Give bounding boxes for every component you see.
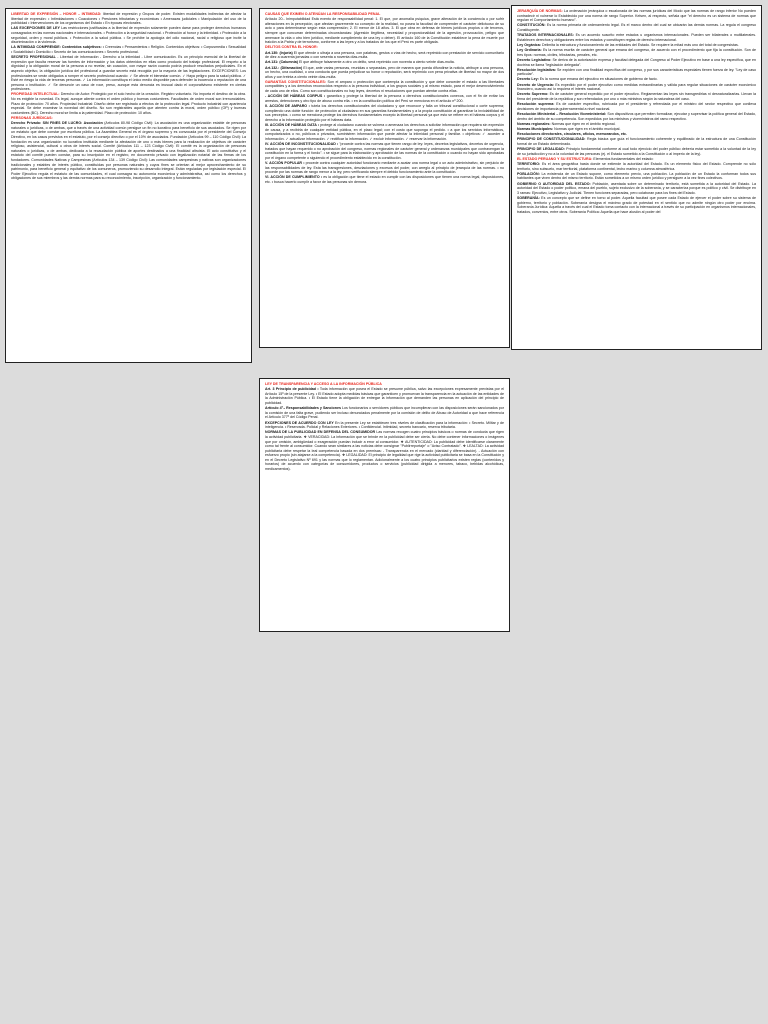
paragraph-text: Delimita la estructura y funcionamiento de las entidades del Estado. Se requiere la mitad más uno del total de congresistas.	[541, 42, 739, 47]
paragraph-text: Es el área geográfica hasta donde se extiende la autoridad del Estado. Es un elemento físico del Estado. Comprende no sólo territorio, sino subsuelo, mar territorial, plataforma continental, lecho marino y columna atmosférica.	[517, 162, 756, 171]
paragraph-text: Es la norma primaria de ordenamiento legal. Es el marco dentro del cual se ubicarán las demás normas. La regula el congreso Constituyente.	[517, 23, 757, 32]
paragraph	[517, 132, 756, 137]
paragraph-text: El que atribuye falsamente a otro un delito, será reprimido con noventa a ciento veinte días-multa.	[298, 60, 455, 65]
paragraph	[265, 17, 504, 45]
paragraph	[517, 33, 756, 42]
paragraph-heading: Normas regionales:	[517, 121, 551, 126]
paragraph-heading: Decreto Ley:	[517, 77, 539, 82]
paragraph-text: Es un acuerdo suscrito entre estados u organismos internacionales. Pueden ser bilaterales o multilaterales. Establecen derechos y obligaciones entre los estados y constituyen reglas de derecho internacional.	[517, 33, 757, 42]
paragraph-heading: LA INTIMIDAD COMPRENDE: Contenidos subjetivos:	[11, 45, 102, 50]
paragraph	[517, 23, 756, 32]
paragraph	[517, 196, 756, 214]
paragraph	[517, 172, 756, 181]
paragraph-text: Es la norma que emana del ejecutivo en situaciones de gobierno de facto.	[539, 77, 658, 82]
paragraph-text: Son el amparo o protección que contempla la constitución y que debe conceder el estado a las libertades compatibles y a los derechos reconocidos respecto a la persona individual, a los grupos sociales y al mismo estado, para el mejor desenvolvimiento de cada uno de ellos. Como son constitucionales no hay leyes, decretos ni resoluciones que puedan atentar contra ellas.	[265, 79, 504, 94]
paragraph-heading: Decreto Supremo:	[517, 92, 549, 97]
paragraph	[265, 175, 504, 184]
paragraph-heading: TRATADOS INTERNACIONALES:	[517, 33, 574, 38]
paragraph	[517, 182, 756, 196]
paragraph-heading: II. ACCIÓN DE AMPARO	[265, 104, 308, 109]
paragraph-heading: EXCEPCIONES DE ACUERDO CON LEY	[265, 420, 334, 425]
paragraph-heading: Ley Ordinaria:	[517, 48, 542, 53]
paragraph-text: Normas que rigen en el ámbito municipal.	[554, 126, 621, 131]
notes-column-4	[511, 5, 762, 350]
paragraph	[265, 161, 504, 175]
paragraph-text: Se expiden con una finalidad específica del congreso, y por sus características especiales tienen fuerza de ley. "Ley de caso particular".	[517, 67, 756, 77]
paragraph-heading: CONSTITUCIÓN:	[517, 23, 546, 28]
paragraph-text: (Artículos 80-98 Código Civil): La asociación es una organización estable de personas naturales o jurídicas, o de ambas, que a través de una actividad común persigue un fin no lucrativo para beneficio de sus asociados. Se rigen por un estatuto que debe constar por escritura pública. La Asamblea General es el órgano supremo y es convocada por el presidente del Consejo Directivo, en los casos previstos en el estatuto, por el consejo directivo o por el 10% de asociados. Fundación (Artículos 99 – 110 Código Civil): La fundación es una organización no lucrativa instituida mediante la afectación de uno o más bienes para la realización de objetivos de carácter religioso, asistencial, cultural u otros de interés social. Comité (Artículos 111 – 123 Código Civil): El comité es la organización de personas naturales o jurídicas, o de ambas, dedicada a la recaudación pública de aportes destinados a una finalidad altruista. El acto constitutivo y el estatuto del comité pueden constar, para su inscripción en el registro, en documento privado con legalización notarial de las firmas de los fundadores. Comunidades Nativas y Campesinas (Artículos 134 – 139 Código Civil): Las comunidades campesinas y nativas son organizaciones tradicionales y estables de interés público, constituidas por personas naturales y cuyos fines se orientan al mejor aprovechamiento de su patrimonio, para beneficio general y equitativo de los comuneros, promoviendo su desarrollo integral. Están reguladas por legislación especial. El Poder Ejecutivo regula el estatuto de las comunidades, el cual consagra su autonomía económica y administrativa, así como los derechos y obligaciones de sus miembros y las demás normas para su reconocimiento, inscripción, organización y funcionamiento.	[11, 121, 247, 181]
paragraph-heading: NORMAS DE LA PUBLICIDAD EN DEFENSA DEL CONSUMIDOR	[265, 430, 376, 435]
paragraph	[265, 382, 504, 387]
paragraph	[265, 104, 504, 122]
paragraph-heading: LIBERTAD DE EXPRESIÓN – HONOR – INTIMIDAD:	[11, 12, 102, 16]
paragraph-text: • protege al ciudadano cuando se vulnera o amenaza los derechos a solicitar información que requiera sin expresión de causa, y a recibirla de cualquier entidad pública, en el plazo legal; con el costo que suponga el pedido. • a que los servicios informáticos, computarizados o no, públicos o privados, suministren información que puede afectar la intimidad personal y familiar. • objetivos: ✓ acceder a información. ✓ actualizar información. ✓ rectificar la información. ✓ excluir información. ✓ reservar la información.	[265, 123, 504, 141]
paragraph	[517, 68, 756, 77]
paragraph-heading: CAUSAS QUE EXIMEN O ATENÚAN LA RESPONSABILIDAD PENAL	[265, 12, 381, 16]
notes-column-2	[259, 8, 510, 348]
paragraph-text: Es la norma escrita de carácter general que emana del congreso, de acuerdo con el procedimiento que fija la constitución. Son de tres tipos: normas, civiles, tributarias, penales, etc.	[517, 48, 756, 57]
paragraph-text: Son dispositivos que permiten formalizar, ejecutar y supervisar la política general del Estado, dentro del ámbito de su competencia. Son expedidos por los ministros y viceministros del ramo respectivo.	[517, 112, 756, 121]
paragraph-text: • Creencias • Pensamientos • Religión. Contenidos objetivos: • Corpusmedia • Sexualidad • Sociabilidad • Domicilio • Secreto de las comunicaciones • Secreto profesional.	[11, 45, 246, 54]
paragraph-heading: IV. ACCIÓN DE INCONSTITUCIONALIDAD	[265, 141, 336, 146]
paragraph	[11, 116, 246, 121]
paragraph	[517, 48, 756, 57]
paragraph-heading: PRINCIPIO DE CONSTITUCIONALIDAD:	[517, 137, 586, 142]
paragraph-heading: Art.130: (Injuria)	[265, 50, 293, 55]
paragraph	[265, 421, 504, 430]
paragraph-heading: JERARQUÍA DE NORMAS:	[517, 9, 563, 13]
paragraph-text: Es un concepto que se define en torno al poder. Aquella facultad que posee cada Estado de ejercer el poder sobre su sistema de gobierno, territorio y población. Soberanía designa el máximo grado de potestad en el sentido que no admite ningún otro poder por encima. Soberanía Jurídica: Aquella a través del cual el Estado toma contacto con la internacional a través de su participación en organismos internacionales, tratados, convenios, entre otros. Soberanía Política: Aquella que hace alusión al poder del	[517, 196, 756, 214]
paragraph	[517, 83, 756, 92]
paragraph-heading: TERRITORIO:	[517, 162, 541, 167]
paragraph-heading: PRINCIPIO DE LEGALIDAD:	[517, 147, 565, 152]
paragraph	[517, 147, 756, 156]
paragraph-text: En la presente Ley se establecen tres niveles de clasificación para la información: • Secreto. Militar y de inteligencia. • Reservada. Policial y Relaciones Exteriores. • Confidencial. Intimidad, secreto bancario, reserva tributaria.	[265, 420, 504, 430]
paragraph	[517, 137, 756, 146]
paragraph-heading: SOBERANÍA:	[517, 196, 540, 201]
paragraph-text: Derecho de Autor: Protegido por el solo hecho de la creación. Registro voluntario. No importa el destino de la obra. No es exigible la novedad. Es legal, aunque aliente contra el orden público y buenas costumbres. Facultades de orden moral son irrenunciables. Plazo de protección: 70 años. Propiedad Industrial: Diseño debe ser registrado a efectos de la protección legal. Producto industrial con apariencia especial. Se debe examinar la novedad del diseño. No son registrables aquella que atenten contra la moral, orden público (OP) y buenas costumbres (BC). Derecho moral se limita a la paternidad. Plazo de protección: 10 años.	[11, 92, 247, 115]
paragraph-text: libertad de expresión y Grupos de poder. Existen modalidades indirectas de afectar la libertad de expresión: • Intimidaciones • Coacciones • Presiones tributarias y económicas • Amenazas judiciales • Manipulación del uso de la publicidad • Intervenciones de los organismos del Estado • En épocas electorales.	[11, 12, 247, 26]
paragraph-heading: GOBIERNO O AUTORIDAD DEL ESTADO:	[517, 181, 591, 186]
paragraph	[517, 77, 756, 82]
paragraph	[265, 66, 504, 80]
paragraph	[265, 142, 504, 160]
paragraph-text: • garantiza y protege la libertad de la persona o derechos constitucionales conexos, con el fin de evitar los arrestos, detenciones y otro tipo de abuso contra ella. • en la constitución política del Perú se menciona en el artículo nº 200.	[265, 94, 504, 103]
paragraph	[265, 123, 504, 141]
paragraph-heading: Derecho Privado: SIN FINES DE LUCRO: Asociación	[11, 121, 103, 126]
paragraph	[265, 430, 504, 471]
paragraph-heading: GARANTÍAS CONSTITUCIONALES:	[265, 79, 327, 84]
paragraph	[517, 122, 756, 127]
paragraph-heading: Decreto de Urgencia:	[517, 82, 554, 87]
paragraph-text: La existencia de un Estado supone, como elemento previo, una población. La población de un Estado la conforman todos sus habitantes que viven dentro del mismo territorio. Están sometidos a un mismo orden jurídico y persiguen a la vez fines colectivos.	[517, 171, 757, 181]
paragraph	[265, 387, 504, 405]
paragraph	[265, 80, 504, 94]
paragraph-text: - Libertad de información - Derecho a la intimidad - Libre comunicación. Es un principio esencial de la libertad de expresión que faculta reservar las fuentes de información y los datos obtenidos en ellas como producto del trabajo profesional. El respeto a la dignidad y la obligación moral de la persona a no revelar, sin coacción, con mayor razón cuando podría producir resultados perjudiciales. En el aspecto objetivo, la obligación jurídica del profesional a guardar secreto está recogida por la mayoría de las legislaciones. EXCEPCIONES: Los profesionales se verán obligados a romper el secreto profesional cuando: ✓ Se afecte el bienestar común. ✓ Haya peligro para la salud pública. ✓ Esté en riesgo la vida de terceras personas. ✓ La información constituya el único medio disponible para defender la inocencia o reputación de una persona o institución. ✓ Se denuncie un caso de roce, preso, aunque esta denuncia es inusual dado el corporativismo existente en ciertas profesiones.	[11, 55, 247, 92]
paragraph-text: Elementos fundamentales del estado:	[593, 156, 654, 161]
paragraph	[265, 60, 504, 65]
paragraph-heading: Artículo 4º.- Responsabilidades y Sanciones	[265, 406, 341, 411]
paragraph-heading: Decreto Legislativo:	[517, 57, 552, 62]
paragraph	[265, 94, 504, 103]
paragraph	[517, 43, 756, 48]
paragraph	[265, 406, 504, 420]
paragraph	[517, 9, 756, 23]
paragraph-heading: Resoluciones directorales, circulares, oficios, memorandos, etc.	[517, 132, 628, 137]
paragraph-heading: EL ESTADO PERUANO Y SU ESTRUCTURA:	[517, 156, 593, 161]
paragraph-heading: Art. 3 Principio de publicidad	[265, 387, 316, 392]
paragraph	[11, 45, 246, 54]
paragraph-heading: LEY DE TRANSPARENCIA Y ACCESO A LA INFORMACIÓN PÚBLICA	[265, 382, 382, 386]
paragraph	[265, 45, 504, 50]
paragraph-heading: VI. ACCIÓN DE CUMPLIMIENTO	[265, 175, 320, 180]
paragraph	[517, 112, 756, 121]
paragraph-heading: Resolución legislativa:	[517, 67, 556, 72]
paragraph-text: Normas que rigen en el ámbito regional.	[551, 121, 616, 126]
paragraph	[517, 162, 756, 171]
paragraph-text: Es de carácter específico, rubricada por el presidente y refrendada por el ministro del sector respectivo que conlleva decisiones de importancia gubernamental a nivel nacional.	[517, 102, 757, 111]
paragraph-text: Las restricciones justificadas a la libertad de expresión solamente pueden darse para proteger derechos humanos consagrados en las normas nacionales e internacionales. • Protección a la seguridad nacional. • Protección al honor y la intimidad. • Protección a la seguridad, orden y moral públicos. • Protección a la salud pública. • Se prohíbe la apología del odio nacional, racial o religioso que incite la discriminación o la violencia.	[11, 26, 247, 45]
paragraph-text: • "procede contra las normas que tienen rango de ley: leyes, decretos legislativos, decretos de urgencia, tratados que hayan requerido o no aprobación del congreso, normas regionales de carácter general y ordenanzas municipales que contravengan la constitución en la forma y el fondo". • se sigue para la elaboración y aprobación de las normas de la constitución o cuando no hayan sido aprobadas por el órgano competente o siguiendo el procedimiento establecido en la constitución.	[265, 141, 504, 160]
paragraph-heading: Normas Municipales:	[517, 126, 554, 131]
notes-column-3	[259, 378, 510, 632]
paragraph-text: El que, ante varias personas, reunidas o separadas, pero de manera que pueda difundirse la noticia, atribuye a una persona, un hecho, una cualidad, o una conducta que pueda perjudicar su honor o reputación, será reprimido con pena privativa de libertad no mayor de dos años y con treinta a ciento veinte días-multa.	[265, 65, 504, 79]
paragraph-text: • procede contra cualquier autoridad funcionario mediante a acatar una norma legal o un acto administrativo, sin perjuicio de las responsabilidades de ley. Esta las transgresiones, desviaciones y excesos del poder, con arreglo al principio de jerarquía de las normas. • no procede por las normas de rango menor a la ley, pero verificando siempre el debido funcionamiento ante la constitución.	[265, 160, 504, 175]
paragraph	[11, 92, 246, 115]
paragraph-heading: POBLACIÓN:	[517, 171, 540, 176]
paragraph	[517, 58, 756, 67]
paragraph-heading: Art.132.: (Difamación)	[265, 65, 303, 70]
paragraph-text: • Toda información que posea el Estado se presume pública, salvo las excepciones expresamente previstas por el Artículo 15º de la presente Ley. • El Estado adopta medidas básicas que garanticen y promuevan la transparencia en la actuación de las entidades de la Administración Pública. • El Estado tiene la obligación de entregar la información que demanden las personas en aplicación del principio de publicidad.	[265, 387, 504, 405]
paragraph	[265, 12, 504, 17]
paragraph	[517, 102, 756, 111]
paragraph-text: Las normas recogen cuatro principios básicos o normas de conducta que rigen la actividad publicitaria. ❖ VERACIDAD: La información que se brinde en la publicidad debe ser cierta. No debe contener informaciones o imágenes que por omisión, ambigüedad o exageración puedan inducir a error al consumidor. ❖ AUTENTICIDAD: La publicidad debe identificarse claramente como tal frente al consumidor. Cuando sean similares a las noticias debe consignar "Publirreportaje" o "Aviso Contratado". ❖ LEALTAD: La actividad publicitaria debe respetar la leal competencia basada en dos premisas: - Transparencia en el mercado (claridad y diferenciación). - Actuación con esfuerzo propio (sin atajarse a la competencia). ❖ LEGALIDAD: El principio de legalidad que rige la actividad publicitaria se basa en la Constitución y en el Decreto Legislativo Nº 691 y las normas que lo reglamentan. Adicionalmente a los cuatro principios publicitarios existen reglas (contenidos y horarios) de acuerdo con categorías de consumidores, productos o servicios (publicidad dirigida a menores, tabaco, bebidas alcohólicas, medicamentos).	[265, 430, 504, 472]
paragraph-heading: Resolución Ministerial – Resolución Viceministerial:	[517, 112, 607, 116]
paragraph-text: Es expedido por el poder ejecutivo como medidas extraordinarias y válida para regular situaciones de carácter económico financiero, cuando así lo requiera el interés nacional.	[517, 82, 757, 92]
paragraph-heading: PROPIEDAD INTELECTUAL:	[11, 92, 60, 97]
paragraph-heading: Ley Orgánica:	[517, 42, 541, 47]
paragraph-text: Principio fundamental conforme al cual todo ejercicio del poder público debería estar sometido a la voluntad de la ley de su jurisdicción y no a la voluntad de las personas (ej. el Estado sometido a la Constitución o al imperio de la ley).	[517, 147, 756, 156]
paragraph-text: Población, asentada sobre un determinado territorio, está sometida a la autoridad del Estado. La autoridad del Estado o poder político, emana del pueblo, sujeto exclusivo de la soberanía, y se caracteriza porque es político y civil. Se distribuye en 3 ramas: Ejecutivo, Legislativo y Judicial. Tienen funciones separadas, pero colaboran para los fines del Estado.	[517, 181, 756, 195]
paragraph-text: Se deriva de la autorización expresa y facultad delegada del Congreso al Poder Ejecutivo en base a una ley específica, que en doctrina se llama "legislación delegada".	[517, 57, 756, 67]
paragraph	[11, 121, 246, 181]
paragraph-text: La ordenación jerárquica o escalonada de las normas jurídicas del Modo que las normas de rango inferior No pueden contradecir ni vulnerar lo Establecido por una norma de rango Superior. Kelsen, al respecto, señala que "el derecho es un sistema de normas que regulan el Comportamiento humano".	[517, 9, 756, 23]
paragraph-heading: V. ACCIÓN POPULAR	[265, 160, 303, 165]
paragraph-text: Artículo 20.- Inimputabilidad Está exento de responsabilidad penal: 1. El que, por anomalía psíquica, grave alteración de la conciencia o por sufrir alteraciones en la percepción, que afectan gravemente su concepto de la realidad, no posea la facultad de comprender el carácter delictuoso de su acto o para determinarse según esta comprensión; 2. El menor de 18 años. 3. El que obra en defensa de bienes jurídicos propios o de terceros, siempre que concurran determinadas circunstancias: (Agresión ilegítima, necesidad y proporcionalidad de la agresión, provocación, peligro que amenace la vida o otro bien jurídico, mediante cumplimiento de una ley o deber). El artículo 160 de la Constitución establece la pena de muerte por traición a la Patria y de terrorismo, conforme a las leyes y a los tratados de los que el Perú es parte obligada.	[265, 17, 504, 45]
paragraph-text: • es la obligación que tiene el estado en cumplir con las disposiciones que tienen una norma legal, disposiciones, etc. • busca hacerlo cumplir a favor de las personas sin demora.	[265, 175, 505, 184]
paragraph-heading: PERSONAS JURÍDICAS:	[11, 116, 53, 121]
paragraph-heading: DELITOS CONTRA EL HONOR:	[265, 45, 318, 50]
paragraph-text: • tutela los derechos constitucionales del ciudadano y que reconoce y falla un tribunal constitucional o corte suprema; cumpliendo una doble función: de protección al ciudadano en sus garantías fundamentales y a la propia constitución al garantizar la inviolabilidad de sus preceptos. • como se menciona protege los derechos fundamentales excepto la libertad personal ya que esto se refiere en el hábeas corpus y el derecho a la información protegido por el hábeas data.	[265, 104, 504, 122]
paragraph	[11, 26, 246, 44]
paragraph-text: Es de carácter general expedido por el poder ejecutivo. Reglamentan las leyes sin transgredirlas ni desnaturalizarlas. Llevan la firma del presidente de la república y son refrendados por uno o más ministros según la naturaleza del caso.	[517, 92, 756, 102]
paragraph	[265, 51, 504, 60]
paragraph-heading: SECRETO PROFESIONAL	[11, 55, 56, 60]
paragraph-text: Regla básica que guía el funcionamiento coherente y equilibrado de la estructura de una Constitución formal de un Estado determinado.	[517, 137, 757, 146]
paragraph	[11, 55, 246, 92]
paragraph-text: Los funcionarios o servidores públicos que incumplieran con las disposiciones serán sancionados por la comisión de una falta grave, pudiendo ser incluso denunciados penalmente por la comisión de delito de Abuso de Autoridad a que hace referencia el Artículo 377º del Código Penal.	[265, 406, 504, 420]
paragraph	[517, 157, 756, 162]
paragraph-heading: Resolución suprema:	[517, 102, 555, 107]
paragraph-heading: Art.131: (Calumnia)	[265, 60, 298, 65]
paragraph-text: El que ofende o ultraja a una persona, con palabras, gestos o vías de hecho, será reprimido con prestación de servicio comunitario de diez a cuarenta jornadas o con sesenta a noventa días-multa.	[265, 50, 505, 60]
paragraph-heading: - ACCIÓN DE HÁBEAS CORPUS	[265, 94, 323, 99]
paragraph	[517, 92, 756, 101]
notes-column-1	[5, 8, 252, 363]
paragraph-heading: III. ACCIÓN DE HÁBEAS DATA	[265, 123, 317, 127]
paragraph	[517, 127, 756, 132]
paragraph	[11, 12, 246, 26]
paragraph-heading: LAS EXCEPCIONES DE LEY	[11, 26, 60, 31]
